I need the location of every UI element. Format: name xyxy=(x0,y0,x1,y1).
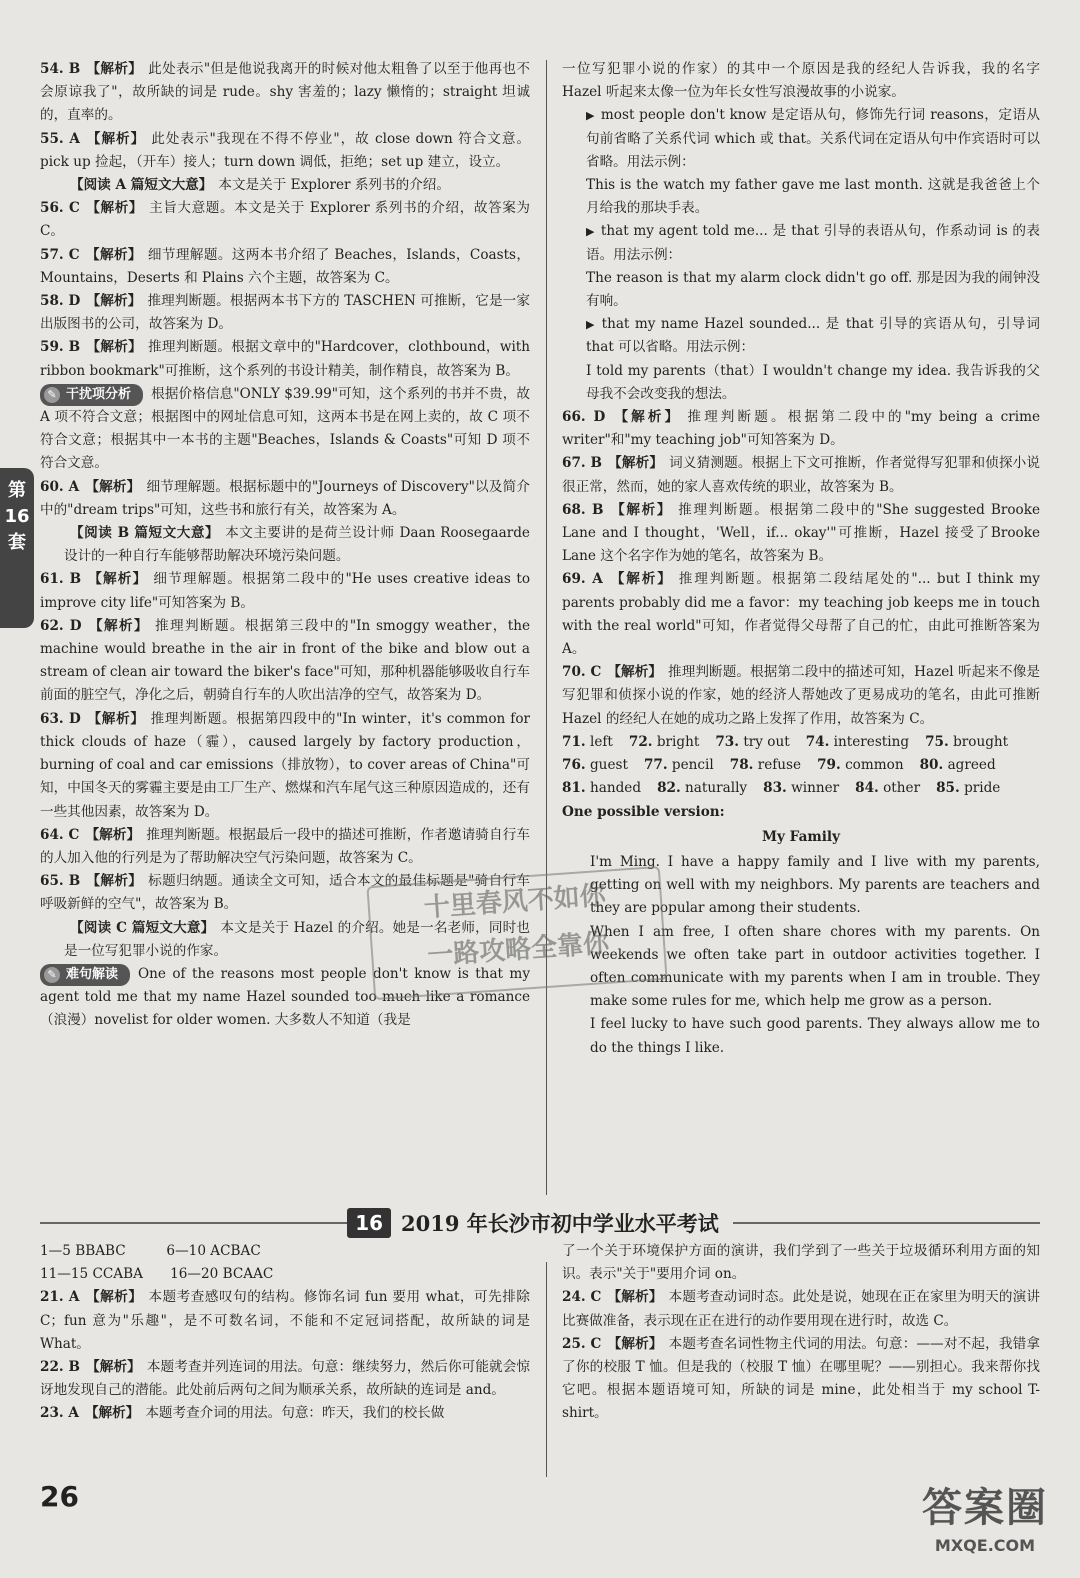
pen-icon: ✎ xyxy=(44,387,60,403)
answer-entry xyxy=(562,1286,1040,1332)
answer-item xyxy=(806,731,909,754)
analysis-tag: 【解析】 xyxy=(611,409,682,426)
answer-entry xyxy=(40,383,530,476)
analysis-tag: 【解析】 xyxy=(84,1405,140,1422)
banner-rule-right xyxy=(733,1222,1040,1224)
essay-paragraph: When I am free, I often share chores with my parents. On weekends we often take part in outdoor activities together. I often communicate with my parents when I am in trouble. They make some rules for me, which help me grow as a person. xyxy=(590,923,1040,1010)
answer-entry xyxy=(562,267,1040,313)
analysis-tag: 【解析】 xyxy=(86,61,143,77)
answer-item xyxy=(562,777,641,800)
answer-entry xyxy=(562,220,1040,266)
answer-entry xyxy=(40,1402,530,1425)
analysis-tag: 【解析】 xyxy=(85,1289,143,1306)
question-number: 63. D xyxy=(40,710,81,727)
answer-word: guest xyxy=(589,757,628,774)
watermark-stamp xyxy=(366,866,667,1000)
answer-entry xyxy=(562,174,1040,220)
entry-text: that my name Hazel sounded... 是 that 引导的宾语从句，引导词 that 可以省略。用法示例： xyxy=(586,316,1040,356)
section-badge xyxy=(40,384,143,406)
answer-entry xyxy=(40,568,530,614)
entry-text: The reason is that my alarm clock didn't go off. 那是因为我的闹钟没有响。 xyxy=(586,269,1040,310)
entry-text: 一位写犯罪小说的作家）的其中一个原因是我的经纪人告诉我，我的名字 Hazel 听起来太像一位为年长女性写浪漫故事的小说家。 xyxy=(562,61,1040,101)
answer-word: left xyxy=(589,733,613,750)
entry-text: 推理判断题。根据第二段中的描述可知，Hazel 听起来不像是写犯罪和侦探小说的作家，她的经济人帮她改了更易成功的笔名，由此可推断 Hazel 的经纪人在她的成功之路上发挥了作用，故答案为 C。 xyxy=(562,664,1040,727)
answer-entry xyxy=(562,568,1040,661)
analysis-tag: 【阅读 B 篇短文大意】 xyxy=(70,525,220,542)
answer-entry xyxy=(40,244,530,290)
entry-text: This is the watch my father gave me last month. 这就是我爸爸上个月给我的那块手表。 xyxy=(586,177,1040,217)
question-number: 61. B xyxy=(40,571,82,588)
question-number: 25. C xyxy=(562,1335,602,1352)
question-number: 54. B xyxy=(40,61,81,77)
entry-text: 了一个关于环境保护方面的演讲，我们学到了一些关于垃圾循环利用方面的知识。表示"关于"要用介词 on。 xyxy=(562,1243,1040,1283)
entry-text: 推理判断题。根据文章中的"Hardcover，clothbound，with ribbon bookmark"可推断，这个系列的书设计精美，制作精良，故答案为 B。 xyxy=(40,339,531,379)
answer-entry xyxy=(562,1333,1040,1426)
site-logo xyxy=(900,1480,1070,1570)
entry-text: 1—5 BBABC 6—10 ACBAC xyxy=(40,1243,261,1259)
entry-text: 本文是关于 Hazel 的介绍。她是一名老师，同时也是一位写犯罪小说的作家。 xyxy=(64,919,530,959)
analysis-tag: 【解析】 xyxy=(87,617,149,634)
analysis-tag: 【阅读 A 篇短文大意】 xyxy=(70,177,213,194)
bottom-left-column xyxy=(40,1240,530,1426)
essay-title: My Family xyxy=(761,828,840,845)
question-number: 69. A xyxy=(562,571,603,588)
question-number: 62. D xyxy=(40,617,82,634)
answer-word: pencil xyxy=(671,757,714,774)
question-number: 58. D xyxy=(40,293,81,310)
entry-text: 推理判断题。根据最后一段中的描述可推断，作者邀请骑自行车的人加入他的行列是为了帮助解决空气污染问题，故答案为 C。 xyxy=(40,826,531,866)
question-number: 70. C xyxy=(562,664,602,681)
question-number: 55. A xyxy=(40,130,80,147)
answer-word: winner xyxy=(791,780,840,797)
entry-text: 本题考查动词时态。此处是说，她现在正在家里为明天的演讲比赛做准备，表示现在正在进行的动作要用现在进行时，故选 C。 xyxy=(562,1289,1041,1329)
entry-text: 推理判断题。根据第三段中的"In smoggy weather，the machine would breathe in the air in front of the bike and blow out a stream of clean air toward the biker's face"可知，那种机器能够吸收自行车前面的脏空气，净化之后，朝骑自行车的人吹出洁净的空气，故答案为 D。 xyxy=(40,617,531,704)
entry-text: 推理判断题。根据两本书下方的 TASCHEN 可推断，它是一家出版图书的公司，故答案为 D。 xyxy=(40,293,531,333)
answer-item xyxy=(562,754,628,777)
analysis-tag: 【解析】 xyxy=(85,130,146,147)
answer-item xyxy=(763,777,839,800)
question-number: 59. B xyxy=(40,339,81,356)
answer-word: refuse xyxy=(757,757,802,774)
answers-row xyxy=(562,731,1040,754)
entry-text: 主旨大意题。本文是关于 Explorer 系列书的介绍，故答案为 C。 xyxy=(40,200,531,240)
analysis-tag: 【阅读 C 篇短文大意】 xyxy=(70,919,215,936)
question-number: 84. xyxy=(855,780,879,797)
analysis-tag: 【解析】 xyxy=(86,710,145,727)
analysis-tag: 【解析】 xyxy=(85,1359,141,1376)
question-number: 80. xyxy=(919,757,944,774)
analysis-tag: 【解析】 xyxy=(86,293,142,310)
column-divider-bottom xyxy=(546,1262,547,1477)
answer-word: try out xyxy=(743,733,790,750)
question-number: 76. xyxy=(562,757,586,774)
analysis-tag: 【解析】 xyxy=(609,501,673,518)
answer-entry xyxy=(562,104,1040,174)
entry-text: 词义猜测题。根据上下文可推断，作者觉得写犯罪和侦探小说很正常，然而，她的家人喜欢传统的职业，故答案为 B。 xyxy=(562,455,1041,495)
answer-entry xyxy=(40,174,530,197)
arrow-icon: ▶ xyxy=(586,318,596,332)
answer-entry xyxy=(562,313,1040,359)
question-number: 64. C xyxy=(40,826,80,843)
page-number: 26 xyxy=(40,1480,79,1513)
badge-label: 难句解读 xyxy=(66,966,119,982)
question-number: 85. xyxy=(936,780,960,797)
essay-paragraph: I feel lucky to have such good parents. They always allow me to do the things I like. xyxy=(590,1016,1040,1056)
answer-entry xyxy=(40,1286,530,1356)
entry-text: 推理判断题。根据第四段中的"In winter，it's common for thick clouds of haze（霾），caused largely by factory production，burning of coal and car emissions（排放物），to cover areas of China"可知，中国冬天的雾霾主要是由工厂生产、燃煤和汽车尾气这三种原因造成的，还有一些其他因素，故答案为 D。 xyxy=(40,710,531,820)
entry-text: I told my parents（that）I wouldn't change my idea. 我告诉我的父母我不会改变我的想法。 xyxy=(586,362,1040,402)
answer-item xyxy=(629,731,699,754)
question-number: 21. A xyxy=(40,1289,80,1306)
analysis-tag: 【解析】 xyxy=(85,200,144,217)
answer-item xyxy=(644,754,714,777)
answer-item xyxy=(730,754,801,777)
logo-text: 答案圈 xyxy=(922,1485,1048,1531)
answer-item xyxy=(855,777,920,800)
answer-entry xyxy=(40,58,530,128)
question-number: 79. xyxy=(817,757,841,774)
analysis-tag: 【解析】 xyxy=(608,571,673,588)
answer-word: interesting xyxy=(833,733,910,750)
entry-text: 细节理解题。根据标题中的"Journeys of Discovery"以及简介中的"dream trips"可知，这些书和旅行有关，故答案为 A。 xyxy=(40,478,530,518)
section-badge xyxy=(40,964,130,986)
answer-word: bright xyxy=(656,733,700,750)
answer-entry xyxy=(562,661,1040,731)
question-number: 72. xyxy=(628,733,653,750)
question-number: 60. A xyxy=(40,478,80,495)
essay-paragraph: I'm Ming. I have a happy family and I live with my parents, getting on well with my neighbors. My parents are teachers and they are popular among their students. xyxy=(590,853,1040,917)
pen-icon: ✎ xyxy=(44,967,60,983)
answer-entry xyxy=(40,197,530,243)
analysis-tag: 【解析】 xyxy=(85,246,142,263)
analysis-tag: 【解析】 xyxy=(608,455,664,472)
analysis-tag: 【解析】 xyxy=(607,1335,663,1352)
answer-word: naturally xyxy=(685,780,748,797)
answer-entry xyxy=(40,824,530,870)
answer-entry xyxy=(562,452,1040,498)
essay-label: One possible version: xyxy=(562,803,725,820)
analysis-tag: 【解析】 xyxy=(607,664,663,681)
banner-rule-left xyxy=(40,1222,347,1224)
entry-text: 本文是关于 Explorer 系列书的介绍。 xyxy=(218,177,450,194)
answer-entry xyxy=(40,290,530,336)
bottom-right-column xyxy=(562,1240,1040,1426)
answer-item xyxy=(562,731,613,754)
side-tab: 第16套 xyxy=(0,468,34,628)
answer-entry xyxy=(562,360,1040,406)
answer-entry xyxy=(40,1240,530,1263)
analysis-tag: 【解析】 xyxy=(87,571,148,588)
banner-title: 2019 年长沙市初中学业水平考试 xyxy=(401,1211,719,1236)
arrow-icon: ▶ xyxy=(586,109,595,123)
analysis-tag: 【解析】 xyxy=(85,826,141,843)
banner-number: 16 xyxy=(347,1208,391,1238)
answer-word: pride xyxy=(964,780,1001,797)
question-number: 57. C xyxy=(40,246,80,263)
question-number: 75. xyxy=(925,733,949,750)
answer-entry xyxy=(562,406,1040,452)
watermark-line: 一路攻略全靠你 xyxy=(426,928,611,972)
entry-text: 推理判断题。根据第二段中的"my being a crime writer"和"my teaching job"可知答案为 D。 xyxy=(562,409,1041,449)
entry-text: 标题归纳题。通读全文可知，适合本文的最佳标题是"骑自行车呼吸新鲜的空气"，故答案为 B。 xyxy=(40,873,531,913)
entry-text: 根据价格信息"ONLY $39.99"可知，这个系列的书并不贵，故 A 项不符合文意；根据图中的网址信息可知，这两本书是在网上卖的，故 C 项不符合文意；根据其中一本书的主题"Beaches，Islands & Coasts"可知 D 项不符合文意。 xyxy=(40,385,530,472)
question-number: 71. xyxy=(562,733,586,750)
answer-item xyxy=(817,754,904,777)
question-number: 56. C xyxy=(40,200,80,217)
entry-text: 本题考查并列连词的用法。句意：继续努力，然后你可能就会惊讶地发现自己的潜能。此处前后两句之间为顺承关系，故所缺的连词是 and。 xyxy=(40,1359,531,1399)
entry-text: 11—15 CCABA 16—20 BCAAC xyxy=(40,1266,274,1283)
analysis-tag: 【解析】 xyxy=(607,1289,663,1306)
answer-word: agreed xyxy=(947,757,996,774)
question-number: 23. A xyxy=(40,1405,79,1422)
badge-label: 干扰项分析 xyxy=(66,386,132,402)
question-number: 82. xyxy=(657,780,681,797)
question-number: 78. xyxy=(729,757,754,774)
analysis-tag: 【解析】 xyxy=(86,873,143,890)
arrow-icon: ▶ xyxy=(586,225,595,239)
answer-word: other xyxy=(883,780,921,797)
entry-text: 此处表示"我现在不得不停业"，故 close down 符合文意。pick up 捡起，（开车）接人；turn down 调低，拒绝；set up 建立，设立。 xyxy=(40,130,531,170)
answer-entry xyxy=(40,708,530,824)
entry-text: 本题考查介词的用法。句意：昨天，我们的校长做 xyxy=(145,1405,445,1422)
answers-row xyxy=(562,777,1040,800)
column-divider xyxy=(546,60,547,1195)
entry-text: that my agent told me... 是 that 引导的表语从句，作系动词 is 的表语。用法示例： xyxy=(586,223,1041,263)
entry-text: 细节理解题。这两本书介绍了 Beaches，Islands，Coasts，Mountains，Deserts 和 Plains 六个主题，故答案为 C。 xyxy=(40,246,531,286)
section-banner xyxy=(40,1205,1040,1241)
entry-text: 此处表示"但是他说我离开的时候对他太粗鲁了以至于他再也不会原谅我了"，故所缺的词是 rude。shy 害羞的；lazy 懒惰的；straight 坦诚的，直率的。 xyxy=(40,61,531,124)
entry-text: 推理判断题。根据第二段中的"She suggested Brooke Lane and I thought，'Well，if... okay'"可推断，Hazel 接受了Brooke Lane 这个名字作为她的笔名，故答案为 B。 xyxy=(562,501,1040,565)
entry-text: 本题考查感叹句的结构。修饰名词 fun 要用 what，可先排除 C；fun 意为"乐趣"，是不可数名词，不能和不定冠词搭配，故所缺的词是 What。 xyxy=(40,1289,530,1352)
answer-item xyxy=(715,731,789,754)
answer-entry xyxy=(40,615,530,708)
answer-entry xyxy=(40,476,530,522)
question-number: 22. B xyxy=(40,1359,80,1376)
answer-item xyxy=(925,731,1008,754)
question-number: 68. B xyxy=(562,501,604,518)
right-column-notes xyxy=(562,58,1040,731)
entry-text: 本文主要讲的是荷兰设计师 Daan Roosegaarde 设计的一种自行车能够帮助解决环境污染问题。 xyxy=(64,525,530,565)
entry-text: One of the reasons most people don't know is that my agent told me that my name Hazel sounded too much like a romance（浪漫）novelist for older women. 大多数人不知道（我是 xyxy=(40,965,530,1029)
entry-text: 本题考查名词性物主代词的用法。句意：——对不起，我错拿了你的校服 T 恤。但是我的（校服 T 恤）在哪里呢？——别担心。我来帮你找它吧。根据本题语境可知，所缺的词是 mine，此处相当于 my school T-shirt。 xyxy=(562,1335,1041,1422)
answer-word: handed xyxy=(589,780,642,797)
watermark-line: 十里春风不如你 xyxy=(422,880,607,924)
answer-word: common xyxy=(845,757,904,774)
answer-item xyxy=(936,777,1000,800)
question-number: 83. xyxy=(763,780,787,797)
question-number: 24. C xyxy=(562,1289,602,1306)
answer-entry xyxy=(562,58,1040,104)
question-number: 67. B xyxy=(562,455,603,472)
answers-row xyxy=(562,754,1040,777)
logo-url: MXQE.COM xyxy=(934,1536,1036,1555)
question-number: 66. D xyxy=(562,409,606,426)
answer-entry xyxy=(40,1356,530,1402)
question-number: 65. B xyxy=(40,873,81,890)
question-number: 73. xyxy=(715,733,739,750)
answer-word: brought xyxy=(953,733,1009,750)
answer-item xyxy=(920,754,996,777)
question-number: 77. xyxy=(643,757,668,774)
answer-entry xyxy=(40,522,530,568)
entry-text: most people don't know 是定语从句，修饰先行词 reasons，定语从句前省略了关系代词 which 或 that。关系代词在定语从句中作宾语时可以省略。用法示例： xyxy=(586,107,1040,170)
question-number: 74. xyxy=(805,733,830,750)
answer-entry xyxy=(562,499,1040,569)
analysis-tag: 【解析】 xyxy=(85,478,141,495)
question-number: 81. xyxy=(562,780,586,797)
answer-entry xyxy=(40,128,530,174)
answer-item xyxy=(657,777,747,800)
analysis-tag: 【解析】 xyxy=(86,339,142,356)
answers-block xyxy=(562,731,1040,801)
answer-entry xyxy=(40,336,530,382)
entry-text: 细节理解题。根据第二段中的"He uses creative ideas to improve city life"可知答案为 B。 xyxy=(40,571,531,611)
answer-entry xyxy=(40,1263,530,1286)
entry-text: 推理判断题。根据第二段结尾处的"... but I think my parents probably did me a favor：my teaching job keeps me in touch with the real world"可知，作者觉得父母帮了自己的忙，由此可推断答案为 A。 xyxy=(562,571,1040,658)
answer-entry xyxy=(562,1240,1040,1286)
